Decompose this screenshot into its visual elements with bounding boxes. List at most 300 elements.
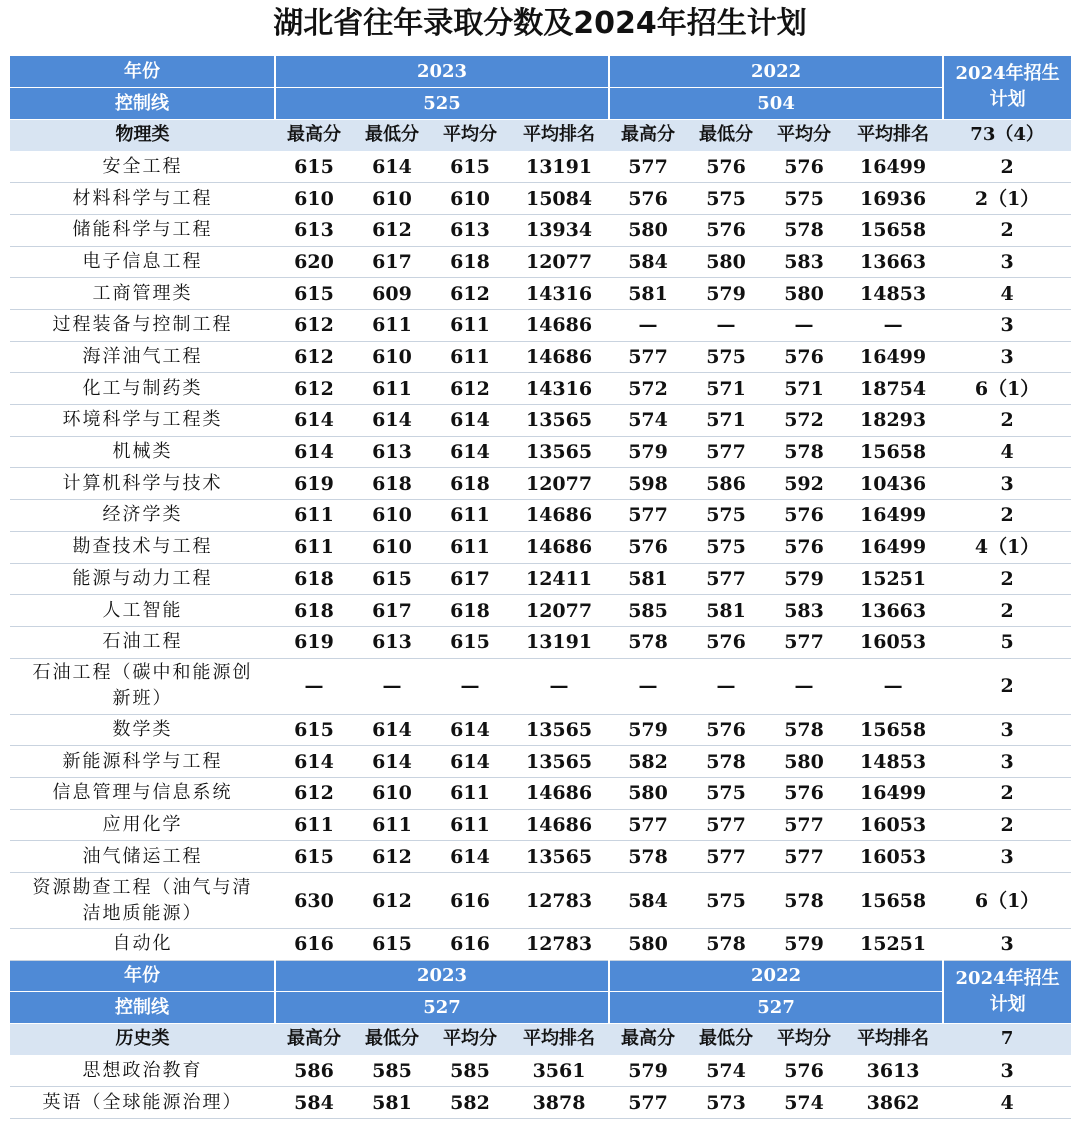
table-row xyxy=(10,1055,1071,1087)
score-cell: 581 xyxy=(609,563,687,595)
major-name: 数学类 xyxy=(10,714,275,746)
table-row xyxy=(10,658,1071,714)
score-cell: 15658 xyxy=(843,436,943,468)
plan-cell: 2（1） xyxy=(943,183,1071,215)
plan-cell: 2 xyxy=(943,658,1071,714)
year-2022: 2022 xyxy=(609,960,943,992)
table-row xyxy=(10,500,1071,532)
category-label: 物理类 xyxy=(10,119,275,151)
plan-cell: 3 xyxy=(943,929,1071,961)
score-cell: 610 xyxy=(353,341,431,373)
score-cell: 574 xyxy=(765,1087,843,1119)
score-cell: 16053 xyxy=(843,626,943,658)
table-row xyxy=(10,626,1071,658)
column-header: 平均排名 xyxy=(509,119,609,151)
score-cell: 16499 xyxy=(843,500,943,532)
physics-column-header-row xyxy=(10,119,1071,151)
year-2023: 2023 xyxy=(275,56,609,88)
score-cell: 13191 xyxy=(509,151,609,183)
score-cell: 576 xyxy=(687,714,765,746)
score-cell: 586 xyxy=(687,468,765,500)
major-name: 经济学类 xyxy=(10,500,275,532)
score-cell: 576 xyxy=(687,214,765,246)
history-header-year-row xyxy=(10,960,1071,992)
score-cell: 610 xyxy=(275,183,353,215)
score-cell: 618 xyxy=(353,468,431,500)
score-cell: 592 xyxy=(765,468,843,500)
score-cell: 574 xyxy=(609,405,687,437)
score-cell: 617 xyxy=(431,563,509,595)
table-row xyxy=(10,595,1071,627)
score-cell: 614 xyxy=(431,746,509,778)
score-cell: 576 xyxy=(765,341,843,373)
plan-cell: 3 xyxy=(943,310,1071,342)
score-cell: 577 xyxy=(687,563,765,595)
score-cell: 618 xyxy=(275,595,353,627)
control-label: 控制线 xyxy=(10,88,275,120)
plan-cell: 5 xyxy=(943,626,1071,658)
score-cell: 14316 xyxy=(509,278,609,310)
score-cell: 578 xyxy=(765,873,843,929)
plan-cell: 4 xyxy=(943,278,1071,310)
table-row xyxy=(10,373,1071,405)
plan-2024-label: 2024年招生计划 xyxy=(943,56,1071,119)
major-name: 自动化 xyxy=(10,929,275,961)
score-cell: 614 xyxy=(353,746,431,778)
score-cell: 581 xyxy=(687,595,765,627)
score-cell: 575 xyxy=(687,531,765,563)
column-header: 最高分 xyxy=(609,1024,687,1056)
score-cell: — xyxy=(687,658,765,714)
score-cell: 578 xyxy=(765,436,843,468)
score-cell: 615 xyxy=(353,929,431,961)
column-header: 平均分 xyxy=(431,1024,509,1056)
table-row xyxy=(10,714,1071,746)
table-row xyxy=(10,341,1071,373)
score-cell: 615 xyxy=(431,626,509,658)
plan-cell: 2 xyxy=(943,809,1071,841)
major-name: 石油工程 xyxy=(10,626,275,658)
score-cell: 580 xyxy=(687,246,765,278)
score-cell: 615 xyxy=(275,714,353,746)
major-name: 能源与动力工程 xyxy=(10,563,275,595)
score-cell: 578 xyxy=(609,841,687,873)
score-cell: 618 xyxy=(431,595,509,627)
score-cell: 577 xyxy=(765,841,843,873)
score-cell: 615 xyxy=(275,278,353,310)
year-label: 年份 xyxy=(10,960,275,992)
score-cell: 611 xyxy=(431,341,509,373)
table-row xyxy=(10,436,1071,468)
score-cell: 12077 xyxy=(509,246,609,278)
score-cell: 616 xyxy=(275,929,353,961)
score-cell: 579 xyxy=(765,929,843,961)
control-2023: 527 xyxy=(275,992,609,1024)
score-cell: 614 xyxy=(431,841,509,873)
score-cell: 576 xyxy=(609,531,687,563)
control-2022: 527 xyxy=(609,992,943,1024)
table-row xyxy=(10,531,1071,563)
column-header: 最高分 xyxy=(275,1024,353,1056)
table-row xyxy=(10,563,1071,595)
score-cell: 611 xyxy=(275,500,353,532)
score-cell: 13565 xyxy=(509,714,609,746)
major-name-line: 资源勘查工程（油气与清 xyxy=(32,876,253,898)
score-cell: 15658 xyxy=(843,714,943,746)
score-cell: 15251 xyxy=(843,563,943,595)
control-label: 控制线 xyxy=(10,992,275,1024)
score-cell: 611 xyxy=(431,500,509,532)
score-cell: 577 xyxy=(765,626,843,658)
score-cell: 576 xyxy=(765,777,843,809)
score-cell: 578 xyxy=(687,746,765,778)
score-cell: 583 xyxy=(765,246,843,278)
score-cell: 612 xyxy=(431,278,509,310)
column-header: 平均排名 xyxy=(843,1024,943,1056)
score-cell: 611 xyxy=(353,310,431,342)
major-name: 电子信息工程 xyxy=(10,246,275,278)
column-header: 平均分 xyxy=(765,1024,843,1056)
score-cell: 574 xyxy=(687,1055,765,1087)
score-cell: 579 xyxy=(687,278,765,310)
year-2023: 2023 xyxy=(275,960,609,992)
score-cell: 15658 xyxy=(843,873,943,929)
score-cell: 575 xyxy=(765,183,843,215)
score-cell: 614 xyxy=(353,714,431,746)
score-cell: 578 xyxy=(765,214,843,246)
column-header: 平均排名 xyxy=(509,1024,609,1056)
score-cell: 579 xyxy=(609,714,687,746)
score-cell: 13191 xyxy=(509,626,609,658)
score-cell: 614 xyxy=(431,405,509,437)
year-2022: 2022 xyxy=(609,56,943,88)
major-name: 英语（全球能源治理） xyxy=(10,1087,275,1119)
history-column-header-row xyxy=(10,1024,1071,1056)
score-cell: 16499 xyxy=(843,531,943,563)
score-cell: 618 xyxy=(431,246,509,278)
score-cell: 577 xyxy=(609,500,687,532)
score-cell: 576 xyxy=(765,531,843,563)
score-cell: 16936 xyxy=(843,183,943,215)
score-cell: 580 xyxy=(609,929,687,961)
score-cell: 575 xyxy=(687,500,765,532)
plan-cell: 3 xyxy=(943,341,1071,373)
score-cell: 575 xyxy=(687,777,765,809)
score-cell: 578 xyxy=(609,626,687,658)
score-cell: 571 xyxy=(687,405,765,437)
score-cell: 14853 xyxy=(843,746,943,778)
column-header: 最高分 xyxy=(609,119,687,151)
score-cell: 598 xyxy=(609,468,687,500)
plan-cell: 3 xyxy=(943,246,1071,278)
score-cell: 610 xyxy=(431,183,509,215)
score-cell: — xyxy=(843,310,943,342)
score-cell: 575 xyxy=(687,873,765,929)
score-cell: 576 xyxy=(765,1055,843,1087)
plan-cell: 6（1） xyxy=(943,373,1071,405)
score-cell: 582 xyxy=(431,1087,509,1119)
table-row xyxy=(10,183,1071,215)
major-name-line: 洁地质能源） xyxy=(82,902,203,924)
score-cell: 577 xyxy=(609,341,687,373)
table-row xyxy=(10,278,1071,310)
score-cell: 14316 xyxy=(509,373,609,405)
score-cell: 614 xyxy=(353,151,431,183)
score-cell: 614 xyxy=(275,746,353,778)
category-label: 历史类 xyxy=(10,1024,275,1056)
score-cell: 12077 xyxy=(509,468,609,500)
score-cell: 584 xyxy=(275,1087,353,1119)
plan-cell: 2 xyxy=(943,500,1071,532)
score-cell: 614 xyxy=(353,405,431,437)
plan-total: 73（4） xyxy=(943,119,1071,151)
plan-cell: 6（1） xyxy=(943,873,1071,929)
score-cell: 616 xyxy=(431,873,509,929)
column-header: 最低分 xyxy=(687,1024,765,1056)
score-cell: 572 xyxy=(765,405,843,437)
score-cell: — xyxy=(843,658,943,714)
score-cell: 615 xyxy=(275,151,353,183)
table-row xyxy=(10,809,1071,841)
score-cell: 13663 xyxy=(843,595,943,627)
major-name: 海洋油气工程 xyxy=(10,341,275,373)
score-cell: 617 xyxy=(353,595,431,627)
score-cell: 3862 xyxy=(843,1087,943,1119)
score-cell: 613 xyxy=(275,214,353,246)
score-cell: 576 xyxy=(609,183,687,215)
table-row xyxy=(10,151,1071,183)
score-cell: 577 xyxy=(687,841,765,873)
table-row xyxy=(10,777,1071,809)
score-cell: 630 xyxy=(275,873,353,929)
score-cell: 16499 xyxy=(843,151,943,183)
score-cell: 16499 xyxy=(843,341,943,373)
score-cell: 612 xyxy=(275,777,353,809)
score-cell: 13565 xyxy=(509,746,609,778)
score-cell: 577 xyxy=(609,809,687,841)
control-2023: 525 xyxy=(275,88,609,120)
major-name-line: 石油工程（碳中和能源创 xyxy=(32,662,253,684)
table-row xyxy=(10,214,1071,246)
admission-table xyxy=(10,56,1071,1119)
major-name: 材料科学与工程 xyxy=(10,183,275,215)
plan-cell: 3 xyxy=(943,714,1071,746)
major-name: 应用化学 xyxy=(10,809,275,841)
score-cell: 12077 xyxy=(509,595,609,627)
score-cell: 575 xyxy=(687,183,765,215)
table-row xyxy=(10,310,1071,342)
score-cell: 18293 xyxy=(843,405,943,437)
score-cell: 610 xyxy=(353,183,431,215)
score-cell: 15251 xyxy=(843,929,943,961)
score-cell: 611 xyxy=(353,809,431,841)
table-row xyxy=(10,1087,1071,1119)
score-cell: 612 xyxy=(353,214,431,246)
score-cell: 579 xyxy=(609,436,687,468)
table-row xyxy=(10,841,1071,873)
column-header: 最低分 xyxy=(353,1024,431,1056)
plan-cell: 4（1） xyxy=(943,531,1071,563)
major-name: 人工智能 xyxy=(10,595,275,627)
score-cell: — xyxy=(609,658,687,714)
score-cell: 579 xyxy=(609,1055,687,1087)
plan-cell: 2 xyxy=(943,777,1071,809)
score-cell: — xyxy=(687,310,765,342)
major-name xyxy=(10,658,275,714)
score-cell: 616 xyxy=(431,929,509,961)
score-cell: 576 xyxy=(765,500,843,532)
major-name: 计算机科学与技术 xyxy=(10,468,275,500)
column-header: 平均分 xyxy=(765,119,843,151)
history-header-control-row xyxy=(10,992,1071,1024)
major-name: 油气储运工程 xyxy=(10,841,275,873)
score-cell: 579 xyxy=(765,563,843,595)
score-cell: 14853 xyxy=(843,278,943,310)
major-name: 化工与制药类 xyxy=(10,373,275,405)
score-cell: 583 xyxy=(765,595,843,627)
score-cell: 611 xyxy=(275,531,353,563)
major-name xyxy=(10,873,275,929)
score-cell: 619 xyxy=(275,626,353,658)
score-cell: 619 xyxy=(275,468,353,500)
major-name: 安全工程 xyxy=(10,151,275,183)
score-cell: 580 xyxy=(765,278,843,310)
score-cell: 16053 xyxy=(843,809,943,841)
major-name: 机械类 xyxy=(10,436,275,468)
score-cell: 578 xyxy=(687,929,765,961)
score-cell: 582 xyxy=(609,746,687,778)
year-label: 年份 xyxy=(10,56,275,88)
score-cell: 614 xyxy=(431,714,509,746)
plan-cell: 2 xyxy=(943,214,1071,246)
score-cell: 585 xyxy=(431,1055,509,1087)
plan-cell: 2 xyxy=(943,563,1071,595)
score-cell: 613 xyxy=(431,214,509,246)
score-cell: 577 xyxy=(687,809,765,841)
score-cell: 16499 xyxy=(843,777,943,809)
score-cell: 614 xyxy=(275,436,353,468)
score-cell: 14686 xyxy=(509,310,609,342)
score-cell: 576 xyxy=(687,626,765,658)
score-cell: 10436 xyxy=(843,468,943,500)
score-cell: — xyxy=(509,658,609,714)
score-cell: 611 xyxy=(431,310,509,342)
score-cell: 609 xyxy=(353,278,431,310)
major-name: 环境科学与工程类 xyxy=(10,405,275,437)
score-cell: — xyxy=(609,310,687,342)
score-cell: 13663 xyxy=(843,246,943,278)
page-title: 湖北省往年录取分数及2024年招生计划 xyxy=(273,6,807,41)
score-cell: 573 xyxy=(687,1087,765,1119)
table-row xyxy=(10,873,1071,929)
physics-header-year-row xyxy=(10,56,1071,88)
plan-cell: 2 xyxy=(943,595,1071,627)
column-header: 最低分 xyxy=(353,119,431,151)
table-row xyxy=(10,746,1071,778)
score-cell: 580 xyxy=(765,746,843,778)
score-cell: 612 xyxy=(353,873,431,929)
score-cell: 617 xyxy=(353,246,431,278)
score-cell: 580 xyxy=(609,214,687,246)
plan-cell: 2 xyxy=(943,151,1071,183)
plan-cell: 3 xyxy=(943,746,1071,778)
score-cell: 14686 xyxy=(509,777,609,809)
plan-cell: 3 xyxy=(943,1055,1071,1087)
major-name: 工商管理类 xyxy=(10,278,275,310)
score-cell: 611 xyxy=(275,809,353,841)
score-cell: 14686 xyxy=(509,341,609,373)
score-cell: 585 xyxy=(353,1055,431,1087)
plan-cell: 3 xyxy=(943,841,1071,873)
table-row xyxy=(10,468,1071,500)
score-cell: 611 xyxy=(431,809,509,841)
score-cell: 611 xyxy=(353,373,431,405)
score-cell: 611 xyxy=(431,531,509,563)
score-cell: 577 xyxy=(609,151,687,183)
column-header: 平均排名 xyxy=(843,119,943,151)
score-cell: 18754 xyxy=(843,373,943,405)
score-cell: 612 xyxy=(275,341,353,373)
score-cell: 576 xyxy=(687,151,765,183)
score-cell: 584 xyxy=(609,246,687,278)
score-cell: 13934 xyxy=(509,214,609,246)
score-cell: 612 xyxy=(353,841,431,873)
score-cell: — xyxy=(765,310,843,342)
score-cell: 610 xyxy=(353,531,431,563)
score-cell: 12783 xyxy=(509,873,609,929)
physics-header-control-row xyxy=(10,88,1071,120)
score-cell: 577 xyxy=(609,1087,687,1119)
score-cell: 620 xyxy=(275,246,353,278)
score-cell: 13565 xyxy=(509,841,609,873)
major-name: 新能源科学与工程 xyxy=(10,746,275,778)
score-cell: 615 xyxy=(353,563,431,595)
score-cell: 614 xyxy=(431,436,509,468)
score-cell: 15084 xyxy=(509,183,609,215)
score-cell: 618 xyxy=(275,563,353,595)
column-header: 平均分 xyxy=(431,119,509,151)
score-cell: 577 xyxy=(687,436,765,468)
score-cell: 12783 xyxy=(509,929,609,961)
score-cell: 610 xyxy=(353,500,431,532)
score-cell: 581 xyxy=(609,278,687,310)
score-cell: 13565 xyxy=(509,405,609,437)
score-cell: 12411 xyxy=(509,563,609,595)
score-cell: 571 xyxy=(765,373,843,405)
score-cell: 14686 xyxy=(509,500,609,532)
score-cell: 615 xyxy=(431,151,509,183)
score-cell: 613 xyxy=(353,626,431,658)
score-cell: 611 xyxy=(431,777,509,809)
plan-cell: 2 xyxy=(943,405,1071,437)
score-cell: 14686 xyxy=(509,809,609,841)
score-cell: 578 xyxy=(765,714,843,746)
score-cell: 14686 xyxy=(509,531,609,563)
score-cell: 618 xyxy=(431,468,509,500)
score-cell: 585 xyxy=(609,595,687,627)
score-cell: 577 xyxy=(765,809,843,841)
table-row xyxy=(10,405,1071,437)
score-cell: 614 xyxy=(275,405,353,437)
score-cell: 576 xyxy=(765,151,843,183)
score-cell: 3878 xyxy=(509,1087,609,1119)
major-name-line: 新班） xyxy=(112,688,173,710)
table-row xyxy=(10,246,1071,278)
score-cell: 15658 xyxy=(843,214,943,246)
major-name: 勘查技术与工程 xyxy=(10,531,275,563)
score-cell: — xyxy=(431,658,509,714)
plan-2024-label: 2024年招生计划 xyxy=(943,960,1071,1023)
